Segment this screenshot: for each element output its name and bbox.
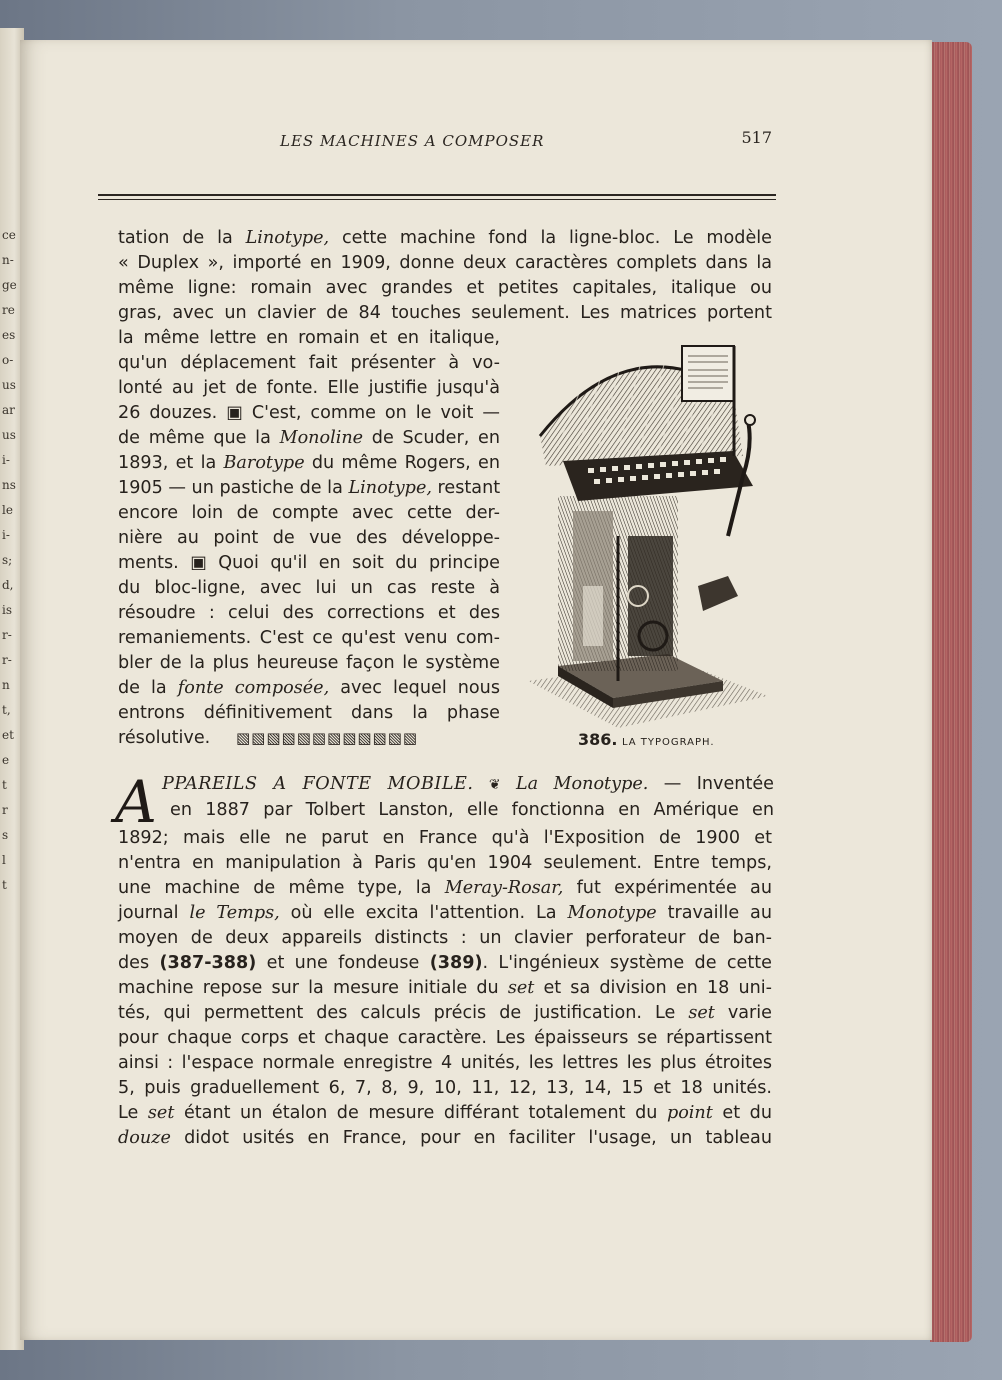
left-page-fragment: e [2, 753, 10, 767]
section-title: PPAREILS A FONTE MOBILE. [162, 774, 474, 794]
left-page-fragment: le [2, 503, 13, 517]
left-page-fragment: i- [2, 528, 10, 542]
text-line: une machine de même type, la Meray-Rosar, fut expérimentée au [118, 878, 772, 898]
text-line: la même lettre en romain et en italique, [118, 328, 500, 348]
left-page-fragment: s [2, 828, 9, 842]
left-page-fragment: t [2, 778, 7, 792]
text-line: gras, avec un clavier de 84 touches seulement. Les matrices portent [118, 303, 772, 323]
text-line: 5, puis graduellement 6, 7, 8, 9, 10, 11, 12, 13, 14, 15 et 18 unités. [118, 1078, 772, 1098]
text-line: 1893, et la Barotype du même Rogers, en [118, 453, 500, 473]
page-header [100, 126, 772, 156]
page-number: 517 [741, 128, 772, 147]
text-line: bler de la plus heureuse façon le système [118, 653, 500, 673]
figure-label: LA TYPOGRAPH. [621, 737, 715, 748]
left-page-fragment: l [2, 853, 6, 867]
running-title: LES MACHINES A COMPOSER [280, 132, 545, 150]
drop-cap: A [115, 768, 157, 836]
text-line: tation de la Linotype, cette machine fond la ligne-bloc. Le modèle [118, 228, 772, 248]
left-page-fragment: ge [2, 278, 17, 292]
text-line: Le set étant un étalon de mesure différant totalement du point et du [118, 1103, 772, 1123]
left-page-fragment: n [2, 678, 10, 692]
text-line: tés, qui permettent des calculs précis de justification. Le set varie [118, 1003, 773, 1023]
text-line: 26 douzes. ▣ C'est, comme on le voit — [118, 403, 500, 423]
text-line: moyen de deux appareils distincts : un clavier perforateur de ban- [118, 928, 772, 948]
ornament-row [236, 726, 418, 751]
text-line: qu'un déplacement fait présenter à vo- [118, 353, 500, 373]
left-page-fragment: es [2, 328, 16, 342]
left-page-fragment: et [2, 728, 14, 742]
left-page-fragment: r [2, 803, 8, 817]
left-page-fragment: ns [2, 478, 16, 492]
text-line: résolutive. [118, 728, 211, 748]
text-line: entrons définitivement dans la phase [118, 703, 500, 723]
left-page-fragment: i- [2, 453, 10, 467]
text-line: n'entra en manipulation à Paris qu'en 1904 seulement. Entre temps, [118, 853, 772, 873]
ornament-row-text: ▧▧▧▧▧▧▧▧▧▧▧▧ [236, 729, 419, 747]
text-line: journal le Temps, où elle excita l'attention. La Monotype travaille au [118, 903, 772, 923]
typograph-machine-engraving-icon [518, 336, 774, 732]
text-line: même ligne: romain avec grandes et petites capitales, italique ou [118, 278, 772, 298]
text-line: du bloc-ligne, avec lui un cas reste à [118, 578, 500, 598]
left-page-fragment: us [2, 378, 16, 392]
text-line: résoudre : celui des corrections et des [118, 603, 500, 623]
text-line: lonté au jet de fonte. Elle justifie jusqu'à [118, 378, 500, 398]
paragraph-1-full [118, 226, 772, 326]
section-second-line: en 1887 par Tolbert Lanston, elle fonctionna en Amérique en [170, 800, 774, 820]
text-line: pour chaque corps et chaque caractère. Les épaisseurs se répartissent [118, 1028, 772, 1048]
left-page-fragment: n- [2, 253, 14, 267]
left-page-fragment: o- [2, 353, 14, 367]
text-line: 1905 — un pastiche de la Linotype, restant [118, 478, 501, 498]
figure-caption [578, 730, 715, 749]
left-page-fragment: us [2, 428, 16, 442]
page-edges [930, 42, 972, 1342]
text-line: ainsi : l'espace normale enregistre 4 unités, les lettres les plus étroites [118, 1053, 772, 1073]
text-line: « Duplex », importé en 1909, donne deux caractères complets dans la [118, 253, 772, 273]
paragraph-1-narrow [118, 326, 500, 751]
section-subject: La Monotype. [515, 774, 649, 794]
left-page-fragment: ce [2, 228, 16, 242]
section-first-line-rest: — Inventée [648, 774, 774, 794]
text-line: ments. ▣ Quoi qu'il en soit du principe [118, 553, 500, 573]
text-line: des (387-388) et une fondeuse (389). L'ingénieux système de cette [118, 953, 772, 973]
figure-typograph [518, 336, 774, 740]
text-line: douze didot usités en France, pour en faciliter l'usage, un tableau [118, 1128, 772, 1148]
left-page-fragment: t [2, 878, 7, 892]
left-page-fragment: re [2, 303, 15, 317]
text-line: de même que la Monoline de Scuder, en [118, 428, 500, 448]
left-page-fragment: r- [2, 628, 12, 642]
left-page-fragment: d, [2, 578, 14, 592]
left-page-fragment: s; [2, 553, 13, 567]
left-page-fragment: t, [2, 703, 11, 717]
left-page-fragment: ar [2, 403, 15, 417]
fleuron-icon: ❦ [488, 777, 501, 793]
text-line: encore loin de compte avec cette der- [118, 503, 500, 523]
paragraph-2 [118, 826, 772, 1151]
text-line: nière au point de vue des développe- [118, 528, 500, 548]
left-page-fragment: is [2, 603, 12, 617]
text-line: remaniements. C'est ce qu'est venu com- [118, 628, 500, 648]
section-heading-block [162, 772, 774, 823]
text-line: 1892; mais elle ne parut en France qu'à l'Exposition de 1900 et [118, 828, 772, 848]
header-rule-bottom [98, 199, 776, 200]
text-line: de la fonte composée, avec lequel nous [118, 678, 500, 698]
left-page-fragment: r- [2, 653, 12, 667]
header-rule-top [98, 194, 776, 196]
text-line: machine repose sur la mesure initiale du set et sa division en 18 uni- [118, 978, 773, 998]
figure-number: 386. [578, 730, 618, 749]
